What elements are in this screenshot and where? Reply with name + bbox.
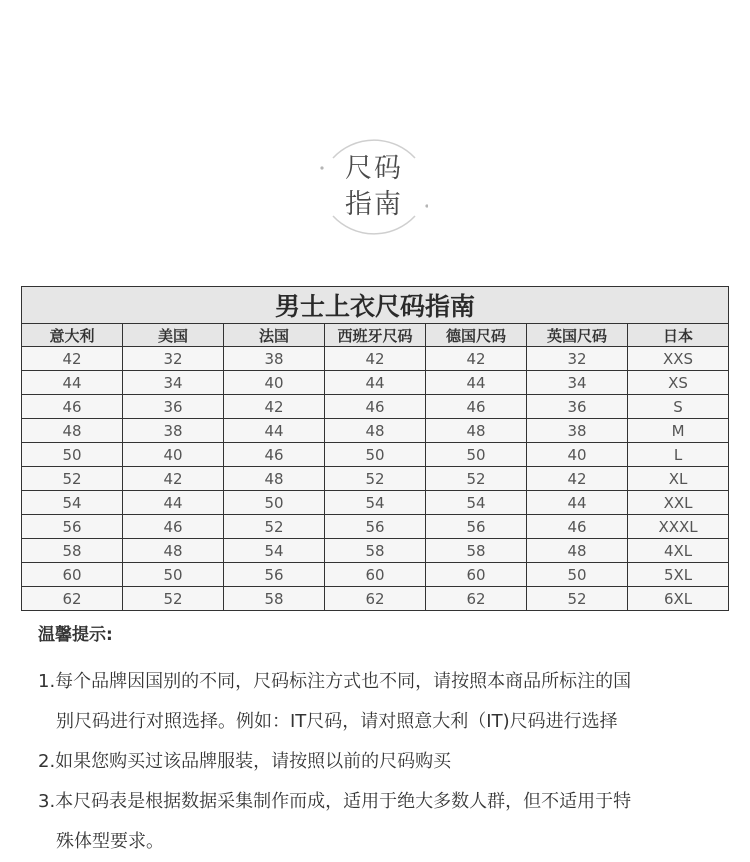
- table-cell: 58: [325, 539, 426, 563]
- table-cell: 4XL: [628, 539, 729, 563]
- column-header: 美国: [123, 324, 224, 347]
- table-cell: 60: [426, 563, 527, 587]
- table-cell: 60: [22, 563, 123, 587]
- tip-line: 别尺码进行对照选择。例如：IT尺码，请对照意大利（IT)尺码进行选择: [56, 711, 618, 732]
- table-cell: 32: [527, 347, 628, 371]
- table-cell: 40: [527, 443, 628, 467]
- table-cell: 62: [22, 587, 123, 611]
- table-cell: 58: [224, 587, 325, 611]
- column-header: 意大利: [22, 324, 123, 347]
- table-cell: 38: [527, 419, 628, 443]
- table-row: [22, 347, 729, 371]
- badge-text-line2: 指南: [345, 189, 403, 220]
- table-row: [22, 515, 729, 539]
- table-cell: 48: [426, 419, 527, 443]
- table-cell: 50: [22, 443, 123, 467]
- table-cell: 42: [123, 467, 224, 491]
- table-row: [22, 467, 729, 491]
- table-cell: 50: [123, 563, 224, 587]
- table-cell: 5XL: [628, 563, 729, 587]
- size-guide-badge: [320, 130, 428, 244]
- table-cell: 46: [527, 515, 628, 539]
- table-row: [22, 395, 729, 419]
- table-cell: 36: [527, 395, 628, 419]
- table-cell: 54: [22, 491, 123, 515]
- table-cell: 48: [22, 419, 123, 443]
- table-row: [22, 539, 729, 563]
- table-cell: XXL: [628, 491, 729, 515]
- table-cell: M: [628, 419, 729, 443]
- table-row: [22, 587, 729, 611]
- table-cell: 46: [325, 395, 426, 419]
- table-cell: 46: [224, 443, 325, 467]
- table-cell: 44: [22, 371, 123, 395]
- tip-line: 1.每个品牌因国别的不同，尺码标注方式也不同，请按照本商品所标注的国: [38, 671, 632, 692]
- table-row: [22, 371, 729, 395]
- table-row: [22, 443, 729, 467]
- table-cell: 52: [22, 467, 123, 491]
- table-cell: XL: [628, 467, 729, 491]
- tip-line: 2.如果您购买过该品牌服装，请按照以前的尺码购买: [38, 751, 452, 772]
- table-cell: 36: [123, 395, 224, 419]
- table-header-row: [22, 324, 729, 347]
- tip-line: 殊体型要求。: [56, 831, 164, 852]
- table-body: [22, 347, 729, 611]
- tip-line: 3.本尺码表是根据数据采集制作而成，适用于绝大多数人群，但不适用于特: [38, 791, 632, 812]
- table-cell: 52: [527, 587, 628, 611]
- table-cell: 48: [123, 539, 224, 563]
- table-cell: XXS: [628, 347, 729, 371]
- table-cell: 54: [426, 491, 527, 515]
- table-cell: 46: [22, 395, 123, 419]
- table-cell: 42: [22, 347, 123, 371]
- table-cell: 60: [325, 563, 426, 587]
- table-cell: 52: [224, 515, 325, 539]
- table-cell: 38: [123, 419, 224, 443]
- table-title: 男士上衣尺码指南: [22, 287, 729, 324]
- table-row: [22, 563, 729, 587]
- column-header: 英国尺码: [527, 324, 628, 347]
- column-header: 日本: [628, 324, 729, 347]
- table-cell: 54: [224, 539, 325, 563]
- table-cell: 56: [426, 515, 527, 539]
- tips-section: [38, 620, 718, 862]
- table-cell: 58: [426, 539, 527, 563]
- table-cell: XXXL: [628, 515, 729, 539]
- table-cell: 56: [325, 515, 426, 539]
- table-cell: 40: [123, 443, 224, 467]
- table-cell: 42: [325, 347, 426, 371]
- badge-text-line1: 尺码: [345, 153, 403, 184]
- table-cell: 52: [325, 467, 426, 491]
- table-cell: 44: [224, 419, 325, 443]
- table-cell: 42: [527, 467, 628, 491]
- table-cell: 44: [426, 371, 527, 395]
- table-cell: 6XL: [628, 587, 729, 611]
- table-cell: L: [628, 443, 729, 467]
- badge-ring: [320, 130, 428, 244]
- table-cell: 48: [224, 467, 325, 491]
- table-cell: 44: [527, 491, 628, 515]
- table-cell: 50: [426, 443, 527, 467]
- table-cell: 44: [123, 491, 224, 515]
- table-cell: 38: [224, 347, 325, 371]
- table-cell: 50: [527, 563, 628, 587]
- table-cell: 50: [325, 443, 426, 467]
- table-cell: 34: [123, 371, 224, 395]
- table-cell: 34: [527, 371, 628, 395]
- column-header: 德国尺码: [426, 324, 527, 347]
- table-cell: 42: [224, 395, 325, 419]
- table-cell: 54: [325, 491, 426, 515]
- table-cell: 56: [224, 563, 325, 587]
- table-cell: 56: [22, 515, 123, 539]
- size-chart-table: [21, 286, 729, 611]
- table-cell: S: [628, 395, 729, 419]
- table-cell: 62: [426, 587, 527, 611]
- table-cell: 50: [224, 491, 325, 515]
- table-cell: 44: [325, 371, 426, 395]
- table-cell: 46: [426, 395, 527, 419]
- table-cell: 40: [224, 371, 325, 395]
- table-cell: 46: [123, 515, 224, 539]
- table-row: [22, 419, 729, 443]
- table-cell: 42: [426, 347, 527, 371]
- table-cell: 52: [426, 467, 527, 491]
- column-header: 西班牙尺码: [325, 324, 426, 347]
- table-cell: 58: [22, 539, 123, 563]
- table-row: [22, 491, 729, 515]
- table-cell: 62: [325, 587, 426, 611]
- table-cell: 48: [325, 419, 426, 443]
- table-cell: 52: [123, 587, 224, 611]
- column-header: 法国: [224, 324, 325, 347]
- table-cell: XS: [628, 371, 729, 395]
- table-cell: 32: [123, 347, 224, 371]
- table-cell: 48: [527, 539, 628, 563]
- tips-title: 温馨提示:: [38, 625, 113, 645]
